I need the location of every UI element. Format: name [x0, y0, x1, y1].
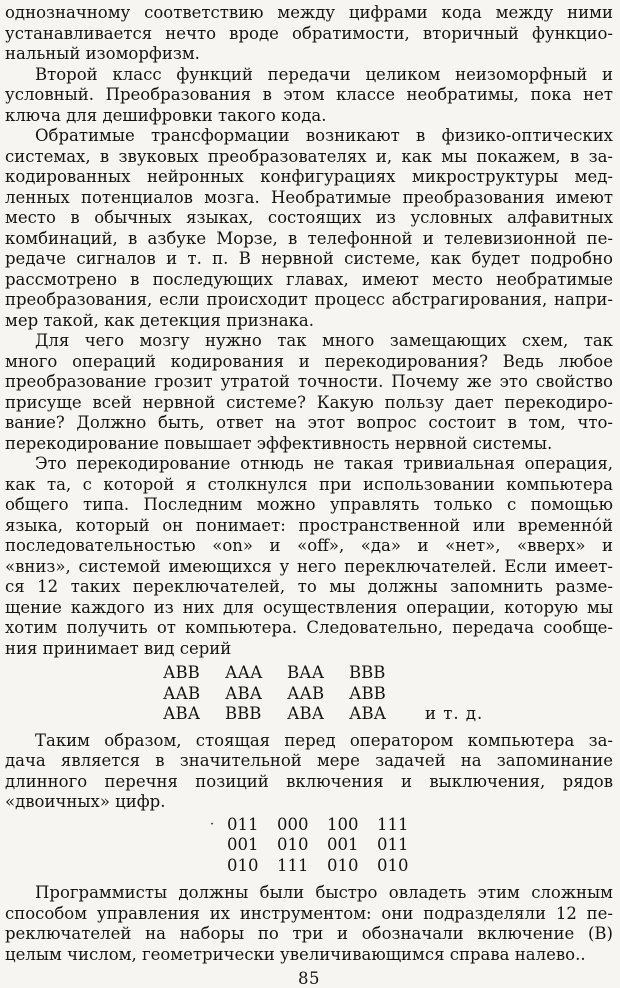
text-line: Второй класс функций передачи целиком неизоморфный и [35, 64, 613, 84]
table-row [5, 815, 613, 836]
text-line: устанавливается нечто вроде обратимости, вторичный функцио- [5, 23, 613, 43]
text-line: «вниз», системой имеющихся у него переключателей. Если имеет- [5, 556, 613, 576]
table-cell: АВА [349, 704, 387, 723]
text-line: реключателей на наборы по три и обозначали включение (В) [5, 924, 613, 943]
table-row [5, 856, 613, 877]
paragraph-3 [5, 126, 613, 331]
text-line: общего типа. Последним можно управлять только с помощью [5, 495, 613, 514]
table-cell: 001 [227, 835, 259, 854]
text-line: ся 12 таких переключателей, то мы должны запомнить разме- [5, 577, 613, 596]
text-line: мер такой, как детекция признака. [5, 310, 314, 330]
table-cell: АВА [163, 704, 201, 723]
table-cell: ВВВ [225, 704, 262, 723]
text-line: языка, который он понимает: пространственной или временно́й [5, 515, 613, 535]
table-cell: 010 [277, 835, 309, 854]
text-line: место в обычных языках, состоящих из условных алфавитных [5, 208, 613, 227]
table-cell: 000 [277, 814, 309, 834]
table-cell: АВА [225, 683, 263, 703]
text-line: «двоичных» цифр. [5, 792, 166, 811]
table-cell: АВА [287, 704, 325, 723]
text-line: системах, в звуковых преобразователях и, как мы покажем, в за- [5, 146, 613, 166]
paragraph-4 [5, 331, 613, 454]
table-cell: ВВВ [349, 663, 386, 682]
table-cell: ААВ [287, 683, 325, 703]
text-line: много операций кодирования и перекодирования? Ведь любое [5, 351, 613, 371]
letter-series-table [5, 663, 613, 725]
text-line: кодированных нейронных конфигурациях микроструктуры мед- [5, 167, 613, 186]
text-line: длинного перечня позиций включения и выключения, рядов [5, 771, 613, 791]
table-row [5, 704, 613, 725]
table-cell: ВАА [287, 663, 325, 682]
etcetera-label: и т. д. [425, 704, 484, 723]
table-cell: 111 [377, 814, 409, 834]
text-line: последовательностью «on» и «off», «да» и «нет», «вверх» и [5, 536, 613, 555]
table-row [5, 684, 613, 705]
paragraph-7 [5, 883, 613, 965]
table-cell: 010 [377, 855, 409, 875]
text-line: ния принимает вид серий [5, 638, 232, 658]
text-line: рассмотрено в последующих главах, имеют место необратимые [5, 269, 613, 289]
text-line: ключа для дешифровки такого кода. [5, 105, 327, 125]
table-cell: ААА [225, 663, 263, 682]
binary-table [5, 815, 613, 877]
text-line: Программисты должны были быстро овладеть этим сложным [35, 883, 613, 902]
text-line: Обратимые трансформации возникают в физико-оптических [35, 126, 613, 145]
table-cell: 111 [277, 855, 309, 875]
text-line: Это перекодирование отнюдь не такая тривиальная операция, [35, 454, 613, 473]
text-line: Для чего мозгу нужно так много замещающих схем, так [35, 331, 613, 350]
text-line: Таким образом, стоящая перед оператором компьютера за- [35, 730, 613, 750]
table-cell: 100 [327, 814, 359, 834]
text-line: перекодирование повышает эффективность нервной системы. [5, 433, 553, 453]
table-cell: 010 [327, 855, 359, 875]
text-line: редаче сигналов и т. п. В нервной системе, как будет подробно [5, 249, 613, 268]
text-line: хотим получить от компьютера. Следовательно, передача сообще- [5, 618, 613, 637]
table-row [5, 835, 613, 856]
text-line: нальный изоморфизм. [5, 44, 200, 63]
table-cell: 010 [227, 855, 259, 875]
table-cell: АВВ [163, 663, 200, 682]
table-cell: 011 [227, 814, 259, 834]
paragraph-2 [5, 65, 613, 127]
table-cell: 001 [327, 835, 359, 854]
text-line: однозначному соответствию между цифрами кода между ними [5, 3, 613, 22]
table-row [5, 663, 613, 684]
text-line: целым числом, геометрически увеличивающимся справа налево.. [5, 944, 586, 964]
table-cell: АВВ [349, 683, 386, 703]
text-line: присуще всей нервной системе? Какую пользу дает перекодиро- [5, 392, 613, 412]
paragraph-1 [5, 3, 613, 65]
text-line: преобразования, если происходит процесс абстрагирования, напри- [5, 290, 613, 309]
text-line: дача является в значительной мере задачей на запоминание [5, 751, 613, 770]
text-line: комбинаций, в азбуке Морзе, в телефонной и телевизионной пе- [5, 228, 613, 248]
text-line: способом управления их инструментом: они подразделяли 12 пе- [5, 903, 613, 923]
text-line: ленных потенциалов мозга. Необратимые преобразования имеют [5, 187, 613, 207]
text-line: преобразование грозит утратой точности. Почему же это свойство [5, 372, 613, 391]
text-line: условный. Преобразования в этом классе необратимы, пока нет [5, 85, 613, 104]
row-marker-dot: · [210, 816, 215, 832]
text-line: щение каждого из них для осуществления операции, которую мы [5, 597, 613, 617]
table-cell: ААВ [163, 683, 201, 703]
paragraph-6 [5, 731, 613, 813]
table-cell: 011 [377, 835, 409, 854]
page-number: 85 [298, 969, 320, 988]
text-line: как та, с которой я столкнулся при использовании компьютера [5, 474, 613, 494]
text-line: вание? Должно быть, ответ на этот вопрос состоит в том, что- [5, 413, 613, 432]
paragraph-5 [5, 454, 613, 659]
